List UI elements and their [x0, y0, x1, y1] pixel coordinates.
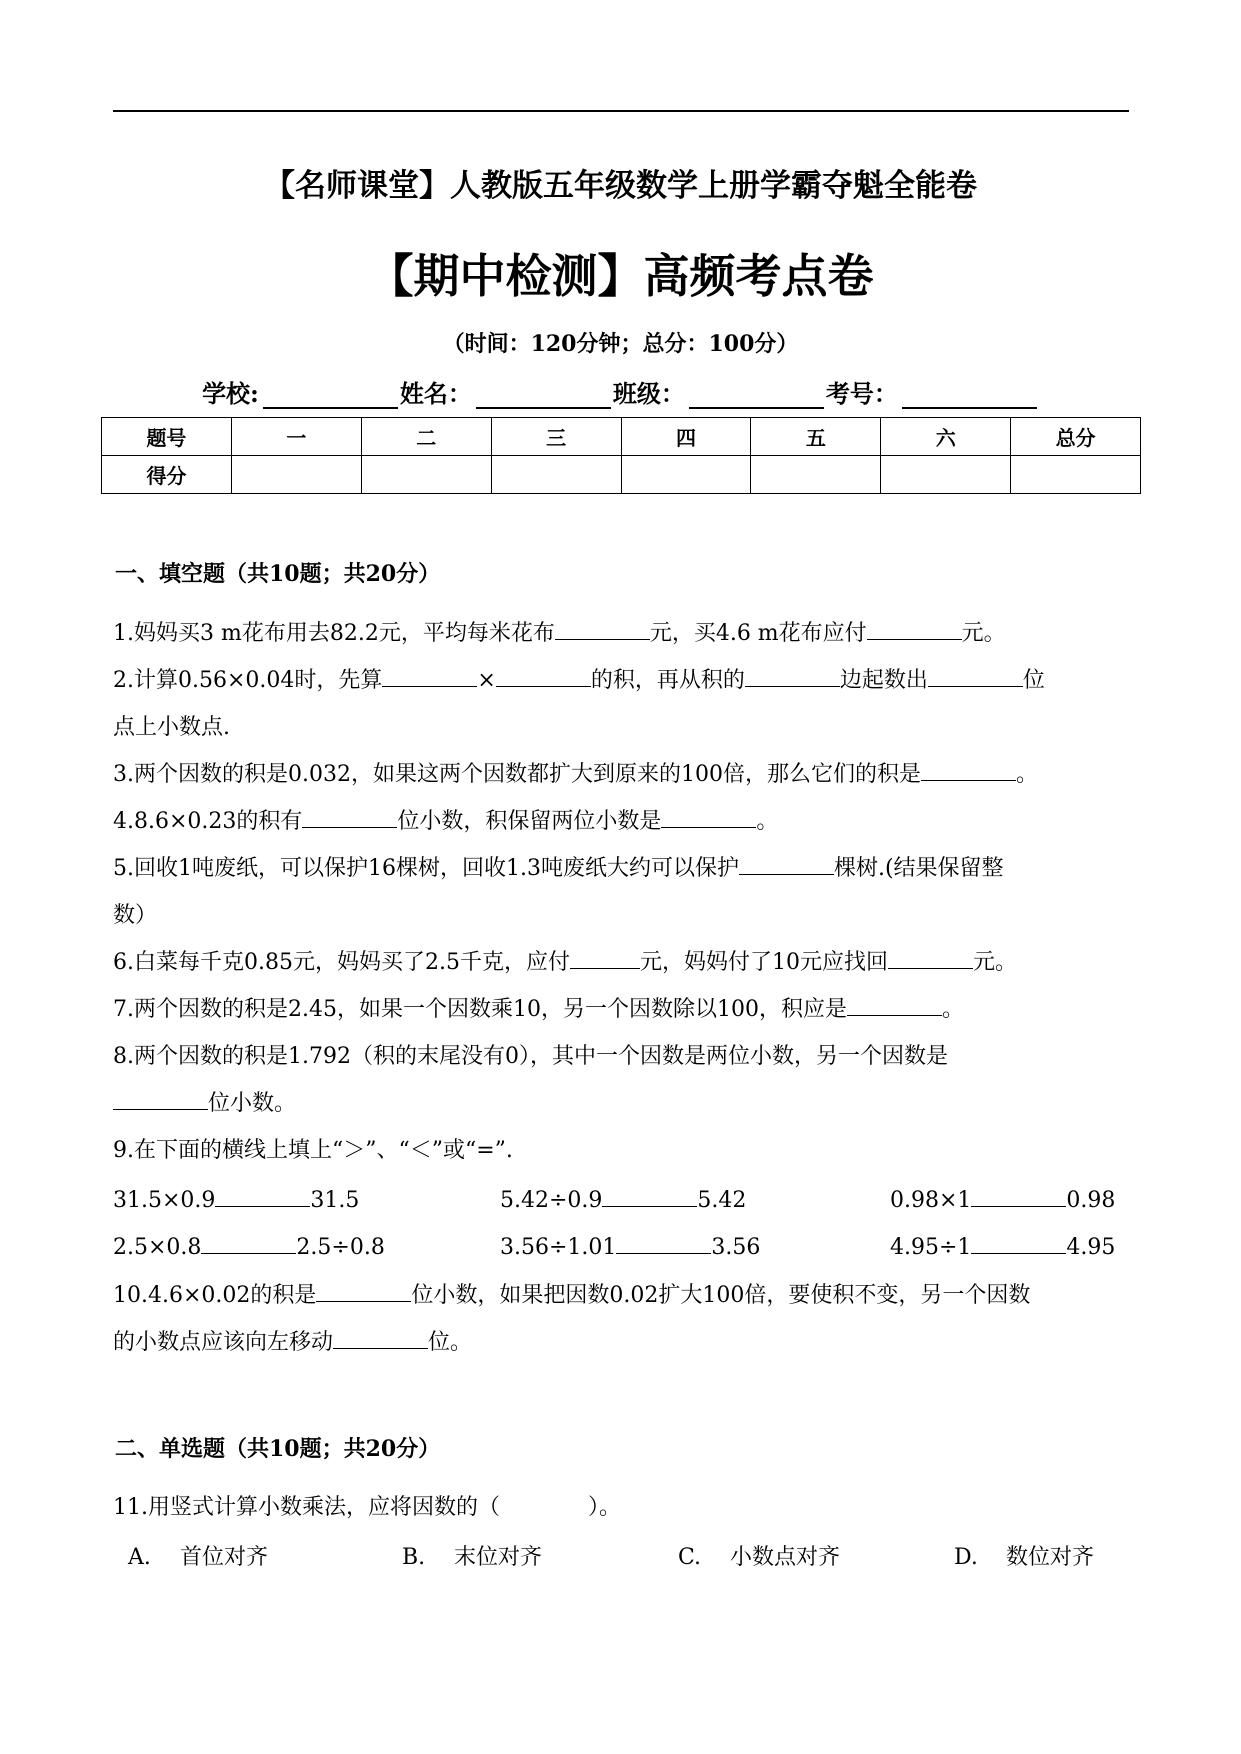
score-cell[interactable]: [491, 456, 621, 494]
score-cell[interactable]: [1011, 456, 1141, 494]
header-cell: 题号: [102, 418, 232, 456]
answer-blank[interactable]: [602, 1182, 697, 1207]
score-cell[interactable]: [881, 456, 1011, 494]
header-cell: 五: [751, 418, 881, 456]
compare-item: 0.98×1 0.98: [890, 1182, 1115, 1213]
header-cell: 六: [881, 418, 1011, 456]
answer-blank[interactable]: [215, 1182, 310, 1207]
name-field[interactable]: [476, 381, 611, 409]
question-8-continued: 位小数。: [113, 1080, 1133, 1127]
school-label: 学校:: [202, 379, 259, 408]
question-7: 7.两个因数的积是2.45，如果一个因数乘10，另一个因数除以100，积应是 。: [113, 986, 1133, 1033]
compare-item: 2.5×0.8 2.5÷0.8: [113, 1229, 385, 1260]
name-label: 姓名：: [399, 379, 472, 408]
answer-blank[interactable]: [616, 1229, 711, 1254]
answer-blank[interactable]: [382, 662, 477, 687]
option-d[interactable]: D. 数位对齐: [954, 1545, 1095, 1570]
top-divider: [113, 110, 1129, 112]
answer-blank[interactable]: [333, 1324, 428, 1349]
time-info: （时间：120分钟；总分：100分）: [442, 331, 799, 357]
series-title: 【名师课堂】人教版五年级数学上册学霸夺魁全能卷: [264, 168, 977, 204]
section2-title: 二、单选题（共10题；共20分）: [115, 1436, 441, 1462]
answer-blank[interactable]: [555, 615, 650, 640]
answer-blank[interactable]: [847, 991, 942, 1016]
score-cell[interactable]: [751, 456, 881, 494]
question-5-continued: 数）: [113, 903, 158, 928]
compare-item: 31.5×0.9 31.5: [113, 1182, 359, 1213]
exam-no-label: 考号：: [825, 379, 898, 408]
option-b[interactable]: B. 末位对齐: [402, 1545, 543, 1570]
answer-blank[interactable]: [921, 756, 1016, 781]
header-cell: 三: [491, 418, 621, 456]
header-cell: 一: [231, 418, 361, 456]
score-cell[interactable]: [621, 456, 751, 494]
class-field[interactable]: [689, 381, 824, 409]
question-5: 5.回收1吨废纸，可以保护16棵树，回收1.3吨废纸大约可以保护 棵树.(结果保留整: [113, 845, 1133, 892]
answer-blank[interactable]: [302, 803, 397, 828]
question-2: 2.计算0.56×0.04时，先算 × 的积，再从积的 边起数出 位: [113, 657, 1133, 704]
answer-blank[interactable]: [316, 1277, 411, 1302]
class-label: 班级：: [612, 379, 685, 408]
answer-blank[interactable]: [888, 944, 973, 969]
answer-blank[interactable]: [201, 1229, 296, 1254]
row-label: 得分: [102, 456, 232, 494]
answer-blank[interactable]: [928, 662, 1023, 687]
compare-item: 4.95÷1 4.95: [890, 1229, 1115, 1260]
answer-blank[interactable]: [570, 944, 640, 969]
section1-title: 一、填空题（共10题；共20分）: [115, 561, 441, 587]
option-a[interactable]: A. 首位对齐: [128, 1545, 269, 1570]
answer-blank[interactable]: [867, 615, 962, 640]
header-cell: 四: [621, 418, 751, 456]
score-cell[interactable]: [231, 456, 361, 494]
question-1: 1.妈妈买3 m花布用去82.2元，平均每米花布 元，买4.6 m花布应付 元。: [113, 610, 1133, 657]
answer-blank[interactable]: [971, 1229, 1066, 1254]
answer-blank[interactable]: [661, 803, 756, 828]
score-cell[interactable]: [361, 456, 491, 494]
question-6: 6.白菜每千克0.85元，妈妈买了2.5千克，应付 元，妈妈付了10元应找回 元。: [113, 939, 1133, 986]
question-4: 4.8.6×0.23的积有 位小数，积保留两位小数是 。: [113, 798, 1133, 845]
compare-item: 3.56÷1.01 3.56: [500, 1229, 760, 1260]
student-info-line: [0, 374, 1241, 409]
question-10-continued: 的小数点应该向左移动 位。: [113, 1319, 1133, 1366]
question-8: 8.两个因数的积是1.792（积的末尾没有0），其中一个因数是两位小数，另一个因数是: [113, 1044, 948, 1069]
question-10: 10.4.6×0.02的积是 位小数，如果把因数0.02扩大100倍，要使积不变，另一个因数: [113, 1272, 1133, 1319]
header-cell: 总分: [1011, 418, 1141, 456]
score-table-header-row: [102, 418, 1141, 456]
compare-item: 5.42÷0.9 5.42: [500, 1182, 746, 1213]
option-c[interactable]: C. 小数点对齐: [678, 1545, 841, 1570]
answer-blank[interactable]: [739, 850, 834, 875]
question-3: 3.两个因数的积是0.032，如果这两个因数都扩大到原来的100倍，那么它们的积是 。: [113, 751, 1133, 798]
answer-blank[interactable]: [971, 1182, 1066, 1207]
school-field[interactable]: [263, 381, 398, 409]
answer-blank[interactable]: [496, 662, 591, 687]
exam-no-field[interactable]: [902, 381, 1037, 409]
score-table-score-row: [102, 456, 1141, 494]
answer-blank[interactable]: [113, 1085, 208, 1110]
question-2-continued: 点上小数点.: [113, 715, 230, 740]
header-cell: 二: [361, 418, 491, 456]
score-table: [101, 417, 1141, 494]
question-9: 9.在下面的横线上填上“＞”、“＜”或“=”.: [113, 1138, 513, 1163]
main-title: 【期中检测】高频考点卷: [367, 249, 874, 303]
question-11: 11.用竖式计算小数乘法，应将因数的（ ）。: [113, 1495, 621, 1520]
answer-blank[interactable]: [745, 662, 840, 687]
